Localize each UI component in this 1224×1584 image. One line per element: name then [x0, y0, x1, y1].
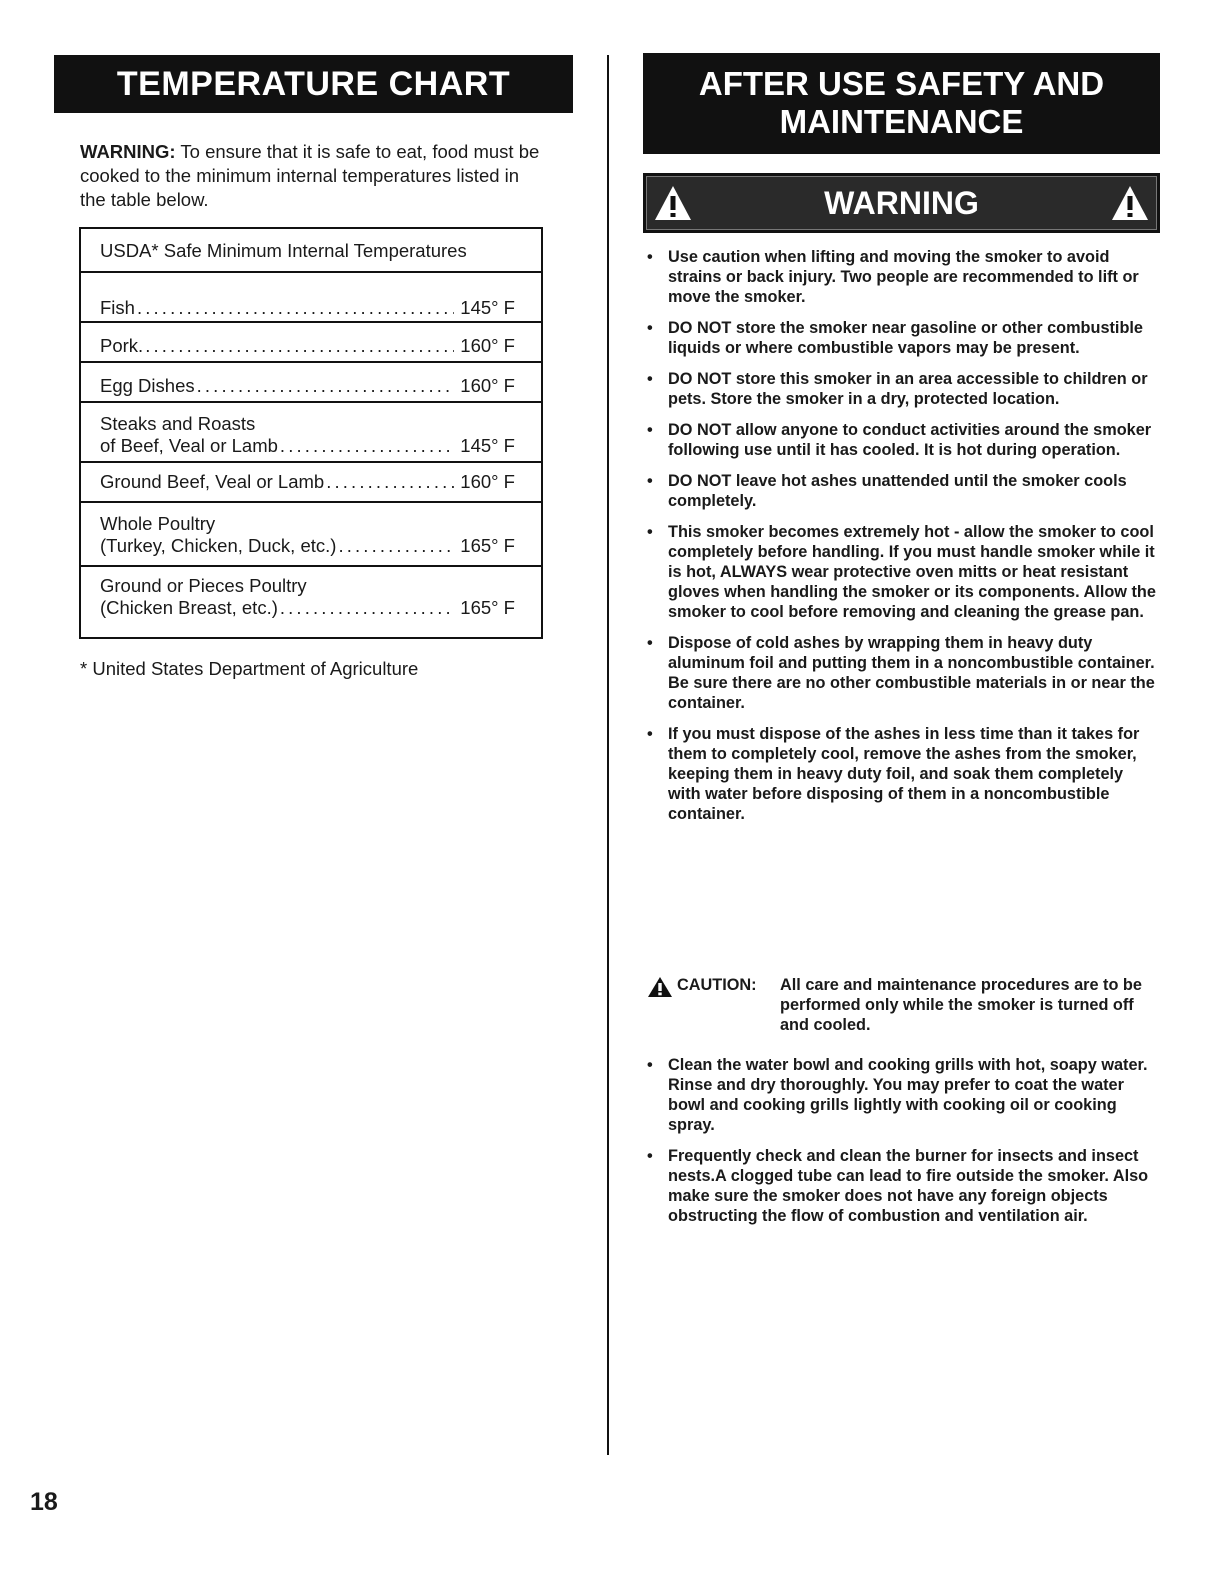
temperature-warning-text: [80, 140, 540, 212]
table-row-egg-dishes: [81, 361, 541, 401]
temperature-table: [79, 227, 543, 639]
column-divider: [607, 55, 609, 1455]
warning-lead: WARNING:: [80, 141, 176, 162]
after-use-safety-banner: [643, 53, 1160, 154]
row-value: 165° F: [460, 535, 515, 556]
usda-footnote: * United States Department of Agriculture: [80, 658, 419, 679]
temperature-chart-banner: TEMPERATURE CHART: [54, 55, 573, 113]
warning-bullet-list: [647, 247, 1160, 835]
row-value: 160° F: [460, 375, 515, 396]
table-row-ground-poultry: [81, 565, 541, 637]
table-row-ground-beef: [81, 461, 541, 501]
table-row-whole-poultry: [81, 501, 541, 565]
row-label: Fish: [100, 297, 135, 318]
list-item: • Frequently check and clean the burner for insects and insect nests.A clogged tube can lead to fire outside the smoker. Also make sure the smoker does not have any foreign objects obstructing the flow of combustion and ventilation air.: [647, 1146, 1160, 1226]
caution-label: CAUTION:: [677, 976, 757, 994]
list-item: • Use caution when lifting and moving the smoker to avoid strains or back injury. Two people are recommended to lift or move the smoker.: [647, 247, 1160, 307]
list-item: • This smoker becomes extremely hot - allow the smoker to cool completely before handling. If you must handle smoker while it is hot, ALWAYS wear protective oven mitts or heat resistant gloves when handling the smoker or its components. Allow the smoker to cool before removing and cleaning the grease pan.: [647, 522, 1160, 622]
row-label-line1: Ground or Pieces Poultry: [100, 575, 307, 596]
row-label: Egg Dishes: [100, 375, 195, 396]
warning-triangle-icon: [1110, 184, 1150, 222]
row-label: (Chicken Breast, etc.): [100, 597, 278, 618]
row-label: (Turkey, Chicken, Duck, etc.): [100, 535, 337, 556]
warning-body: To ensure that it is safe to eat, food must be cooked to the minimum internal temperatures listed in the table below.: [80, 141, 540, 210]
warning-bar: [643, 173, 1160, 233]
row-value: 145° F: [460, 297, 515, 318]
row-value: 165° F: [460, 597, 515, 618]
table-row-pork: [81, 321, 541, 361]
caution-text: All care and maintenance procedures are to be performed only while the smoker is turned off and cooled.: [780, 976, 1142, 1034]
row-label-line1: Whole Poultry: [100, 513, 216, 534]
row-label: Pork.: [100, 335, 144, 356]
row-value: 160° F: [460, 335, 515, 356]
list-item: • DO NOT leave hot ashes unattended until the smoker cools completely.: [647, 471, 1160, 511]
row-label: of Beef, Veal or Lamb: [100, 435, 278, 456]
maintenance-bullet-list: [647, 1055, 1160, 1237]
list-item: • DO NOT allow anyone to conduct activities around the smoker following use until it has cooled. It is hot during operation.: [647, 420, 1160, 460]
row-label-line1: Steaks and Roasts: [100, 413, 256, 434]
warning-label: WARNING: [824, 185, 979, 221]
caution-triangle-icon: [647, 976, 673, 998]
row-label: Ground Beef, Veal or Lamb: [100, 471, 325, 492]
list-item: • Dispose of cold ashes by wrapping them in heavy duty aluminum foil and putting them in a noncombustible container. Be sure there are no other combustible materials in or near the container.: [647, 633, 1160, 713]
list-item: • DO NOT store the smoker near gasoline or other combustible liquids or where combustible vapors may be present.: [647, 318, 1160, 358]
banner-line-2: MAINTENANCE: [779, 103, 1024, 140]
list-item: • If you must dispose of the ashes in less time than it takes for them to completely cool, remove the ashes from the smoker, keeping them in heavy duty foil, and soak them completely with water before disposing of them in a noncombustible container.: [647, 724, 1160, 824]
page-number: 18: [30, 1488, 58, 1516]
banner-line-1: AFTER USE SAFETY AND: [698, 65, 1105, 102]
row-value: 160° F: [460, 471, 515, 492]
table-row-steaks-roasts: [81, 401, 541, 461]
table-header: USDA* Safe Minimum Internal Temperatures: [81, 229, 541, 273]
list-item: • DO NOT store this smoker in an area accessible to children or pets. Store the smoker in a dry, protected location.: [647, 369, 1160, 409]
row-value: 145° F: [460, 435, 515, 456]
list-item: • Clean the water bowl and cooking grills with hot, soapy water. Rinse and dry thoroughly. You may prefer to coat the water bowl and cooking grills lightly with cooking oil or cooking spray.: [647, 1055, 1160, 1135]
